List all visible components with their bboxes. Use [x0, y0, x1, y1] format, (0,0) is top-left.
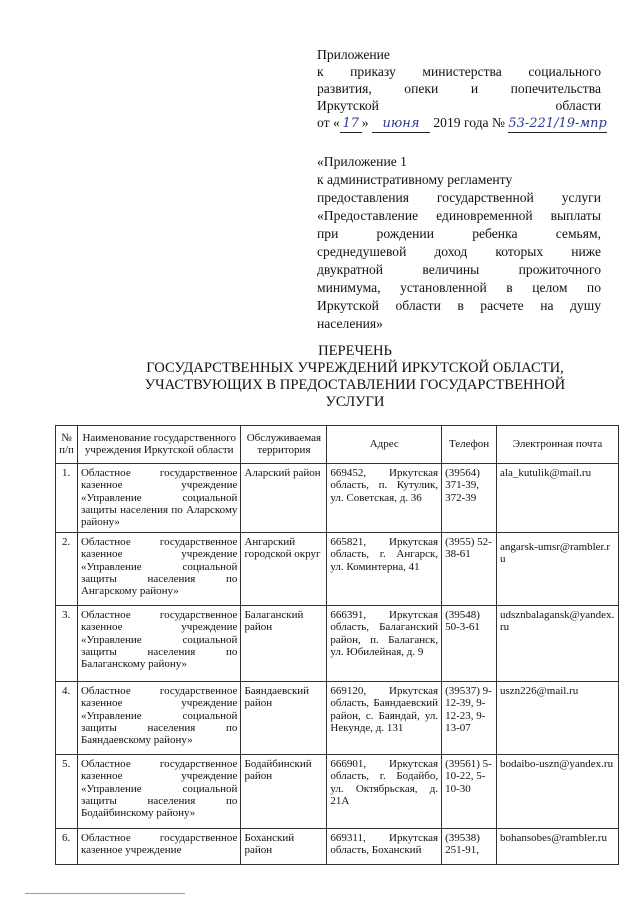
email-link[interactable]: angarsk-umsr@rambler.ru: [500, 540, 611, 566]
row-territory: Ангарский городской округ: [241, 532, 327, 605]
footnote-divider: [25, 893, 185, 894]
row-email: [497, 681, 619, 754]
order-appendix-block: [317, 46, 607, 133]
row-address: 669452, Иркутская область, п. Кутулик, ул. Советская, д. 36: [327, 463, 442, 532]
header-email: Электронная почта: [497, 426, 619, 464]
regulation-line-6: среднедушевой доход которых ниже: [317, 244, 601, 259]
row-phone: (39538) 251-91,: [442, 828, 497, 864]
order-number-handwritten: 53-221/19-мпр: [508, 116, 607, 131]
row-territory: Аларский район: [241, 463, 327, 532]
row-num: 3.: [56, 605, 78, 681]
row-address: 665821, Иркутская область, г. Ангарск, ул. Коминтерна, 41: [327, 532, 442, 605]
row-phone: (39564) 371-39, 372-39: [442, 463, 497, 532]
regulation-line-4: «Предоставление единовременной выплаты: [317, 208, 601, 223]
row-email: [497, 532, 619, 605]
regulation-line-2: к административному регламенту: [317, 172, 513, 187]
regulation-line-1: «Приложение 1: [317, 154, 407, 169]
email-link[interactable]: bohansobes@rambler.ru: [500, 831, 607, 844]
date-year: 2019 года №: [433, 115, 505, 130]
regulation-line-9: Иркутской области в расчете на душу: [317, 298, 601, 313]
region-word: Иркутской: [317, 98, 379, 113]
row-territory: Баяндаевский район: [241, 681, 327, 754]
regulation-line-7: двукратной величины прожиточного: [317, 262, 601, 277]
row-email: [497, 605, 619, 681]
row-num: 1.: [56, 463, 78, 532]
header-phone: Телефон: [442, 426, 497, 464]
document-title: [120, 343, 590, 411]
order-appendix-line-1: Приложение: [317, 47, 390, 62]
order-appendix-line-2: к приказу министерства социального: [317, 64, 601, 79]
row-territory: Боханский район: [241, 828, 327, 864]
regulation-line-10: населения»: [317, 316, 383, 331]
row-num: 5.: [56, 754, 78, 828]
email-link[interactable]: uszn226@mail.ru: [500, 684, 579, 697]
institutions-table: [55, 425, 619, 865]
header-territory: Обслуживаемая территория: [241, 426, 327, 464]
row-phone: (39537) 9-12-39, 9-12-23, 9-13-07: [442, 681, 497, 754]
table-row: [56, 681, 619, 754]
row-name: Областное государственное казенное учреждение: [77, 828, 240, 864]
header-address: Адрес: [327, 426, 442, 464]
order-date-line: [317, 114, 607, 133]
row-address: 666901, Иркутская область, г. Бодайбо, ул. Октябрьская, д. 21А: [327, 754, 442, 828]
table-row: [56, 605, 619, 681]
header-name: Наименование государственного учреждения Иркутской области: [77, 426, 240, 464]
regulation-appendix-block: [317, 153, 601, 333]
row-name: Областное государственное казенное учреждение «Управление социальной защиты населения по Аларскому району»: [77, 463, 240, 532]
row-email: [497, 828, 619, 864]
table-header-row: [56, 426, 619, 464]
row-num: 2.: [56, 532, 78, 605]
regulation-line-5: при рождении ребенка семьям,: [317, 226, 601, 241]
row-num: 4.: [56, 681, 78, 754]
row-num: 6.: [56, 828, 78, 864]
row-address: 666391, Иркутская область, Балаганский район, п. Балаганск, ул. Юбилейная, д. 9: [327, 605, 442, 681]
row-address: 669120, Иркутская область, Баяндаевский район, с. Баяндай, ул. Некунде, д. 131: [327, 681, 442, 754]
date-mid: »: [361, 115, 369, 130]
header-num: № п/п: [56, 426, 78, 464]
row-phone: (39548) 50-3-61: [442, 605, 497, 681]
title-line-3: УЧАСТВУЮЩИХ В ПРЕДОСТАВЛЕНИИ ГОСУДАРСТВЕННОЙ: [144, 377, 566, 393]
row-name: Областное государственное казенное учреждение «Управление социальной защиты населения по Балаганскому району»: [77, 605, 240, 681]
row-name: Областное государственное казенное учреждение «Управление социальной защиты населения по Бодайбинскому району»: [77, 754, 240, 828]
date-month-handwritten: июня: [372, 115, 430, 133]
row-email: ala_kutulik@mail.ru: [497, 463, 619, 532]
table-row: [56, 754, 619, 828]
title-line-1: ПЕРЕЧЕНЬ: [318, 343, 392, 359]
row-territory: Балаганский район: [241, 605, 327, 681]
date-prefix: от «: [317, 115, 340, 130]
date-day-handwritten: 17: [340, 115, 362, 133]
row-name: Областное государственное казенное учреждение «Управление социальной защиты населения по Баяндаевскому району»: [77, 681, 240, 754]
row-name: Областное государственное казенное учреждение «Управление социальной защиты населения по Ангарскому району»: [77, 532, 240, 605]
table-row: [56, 532, 619, 605]
title-line-2: ГОСУДАРСТВЕННЫХ УЧРЕЖДЕНИЙ ИРКУТСКОЙ ОБЛАСТИ,: [146, 360, 564, 376]
region-oblast-word: области: [555, 98, 601, 113]
regulation-line-3: предоставления государственной услуги: [317, 190, 601, 205]
title-line-4: УСЛУГИ: [325, 394, 385, 410]
order-appendix-line-3: развития, опеки и попечительства: [317, 81, 601, 96]
table-row: [56, 463, 619, 532]
email-link[interactable]: udsznbalagansk@yandex.ru: [500, 608, 615, 634]
row-phone: (39561) 5-10-22, 5-10-30: [442, 754, 497, 828]
row-territory: Бодайбинский район: [241, 754, 327, 828]
email-link[interactable]: bodaibo-uszn@yandex.ru: [500, 757, 614, 770]
table-row: [56, 828, 619, 864]
row-email: [497, 754, 619, 828]
regulation-line-8: минимума, установленной в целом по: [317, 280, 601, 295]
row-address: 669311, Иркутская область, Боханский: [327, 828, 442, 864]
row-phone: (3955) 52-38-61: [442, 532, 497, 605]
order-appendix-line-4: [317, 97, 601, 114]
